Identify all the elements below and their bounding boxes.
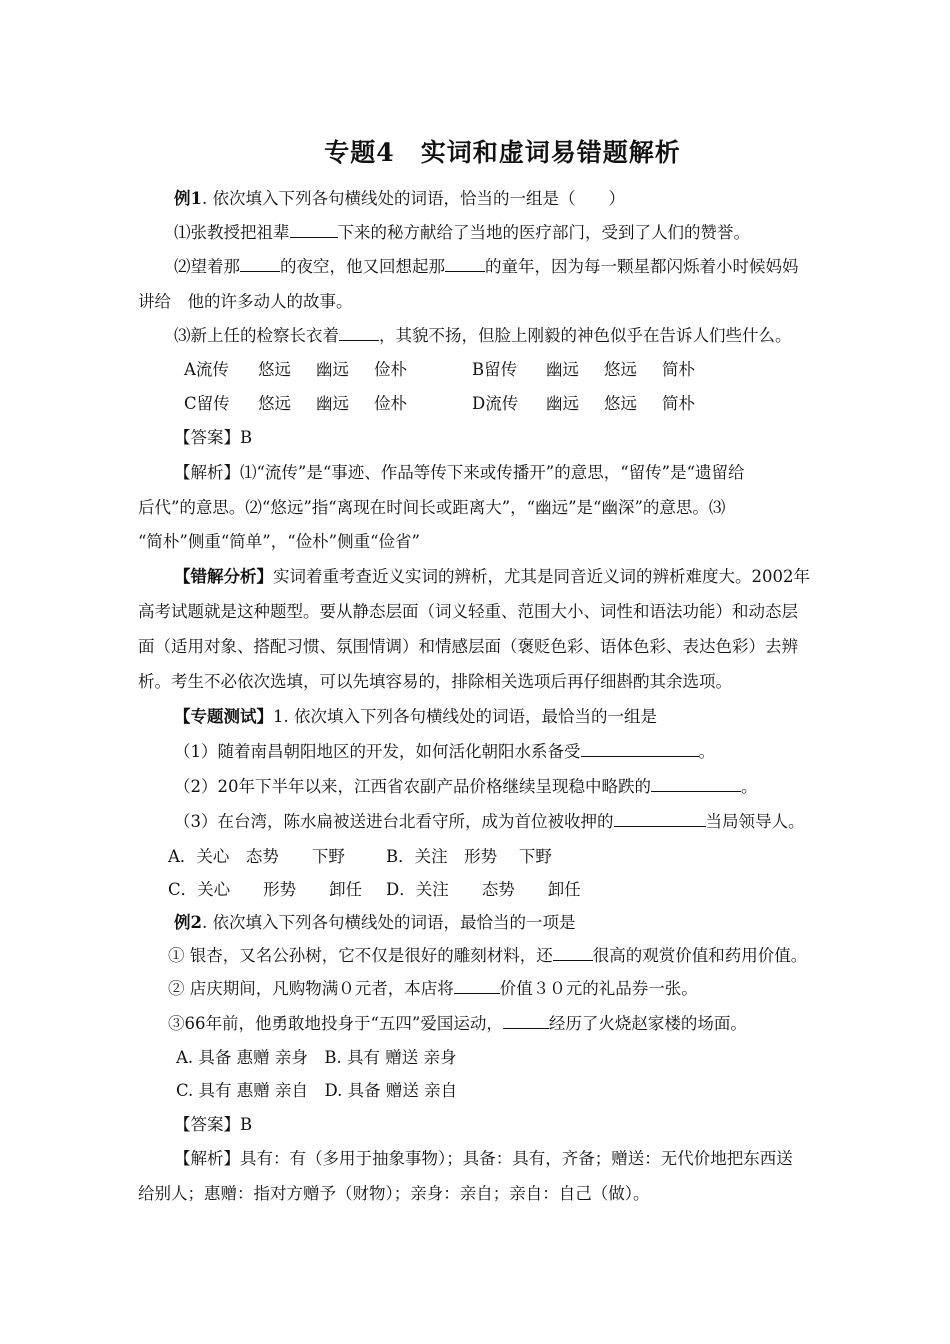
option-word: C留传 — [184, 394, 230, 413]
option-word: 简朴 — [662, 360, 695, 379]
blank-line — [553, 946, 593, 961]
example1-explanation — [174, 462, 745, 484]
sentence-text: ① 银杏，又名公孙树，它不仅是很好的雕刻材料，还 — [168, 946, 553, 965]
explanation-text: 具有：有（多用于抽象事物）；具备：具有，齐备；赠送：无代价地把东西送 — [240, 1149, 793, 1168]
blank-line — [503, 1014, 549, 1029]
test-option-a: A．关心 态势 下野 — [168, 847, 345, 866]
example1-option-c — [184, 393, 407, 415]
option-word: 悠远 — [604, 360, 637, 379]
test-option-d: D．关注 态势 卸任 — [386, 880, 581, 899]
option-word: 幽远 — [546, 360, 579, 379]
sentence-text: 。 — [741, 777, 758, 796]
error-analysis-line4: 析。考生不必依次选填，可以先填容易的，排除相关选项后再仔细斟酌其余选项。 — [138, 672, 732, 691]
sentence-text: ⑴张教授把祖辈 — [174, 223, 290, 242]
test-tag: 【专题测试】 — [174, 707, 273, 726]
test-option-b: B．关注 形势 下野 — [386, 847, 552, 866]
error-analysis-line2: 高考试题就是这种题型。要从静态层面（词义轻重、范围大小、词性和语法功能）和动态层 — [138, 602, 798, 621]
example2-options-ab: A. 具备 惠赠 亲身 B. 具有 赠送 亲身 — [176, 1048, 457, 1067]
option-word: 简朴 — [662, 394, 695, 413]
example1-explanation-line3: “简朴”侧重“简单”，“俭朴”侧重“俭省” — [138, 532, 420, 551]
example2-explanation-line2: 给别人；惠赠：指对方赠予（财物）；亲身：亲自；亲自：自己（做）。 — [138, 1184, 650, 1203]
option-word: 幽远 — [546, 394, 579, 413]
example2-answer: 【答案】B — [174, 1115, 253, 1134]
sentence-text: ③66年前，他勇敢地投身于“五四”爱国运动， — [168, 1014, 503, 1033]
test-question — [174, 706, 657, 728]
explanation-tag: 【解析】 — [174, 463, 240, 482]
example1-question — [174, 188, 625, 210]
blank-line — [290, 223, 338, 238]
option-word: D流传 — [472, 394, 519, 413]
sentence-text: ⑶新上任的检察长衣着 — [174, 326, 339, 345]
example2-sentence-2 — [168, 978, 698, 1000]
example1-sentence-2-cont: 讲给 他的许多动人的故事。 — [138, 292, 353, 311]
option-word: 悠远 — [258, 394, 291, 413]
blank-line — [614, 812, 706, 827]
test-question-text: 1. 依次填入下列各句横线处的词语，最恰当的一组是 — [273, 707, 657, 726]
example2-question-text: . 依次填入下列各句横线处的词语，最恰当的一项是 — [201, 913, 576, 932]
option-word: 悠远 — [258, 360, 291, 379]
page-title: 专题4 实词和虚词易错题解析 — [324, 138, 681, 167]
explanation-tag: 【解析】 — [174, 1149, 240, 1168]
blank-line — [454, 979, 500, 994]
blank-line — [581, 742, 699, 757]
example1-answer: 【答案】B — [174, 428, 253, 447]
option-word: 俭朴 — [374, 394, 407, 413]
example1-sentence-1 — [174, 222, 750, 244]
example1-option-a — [184, 359, 407, 381]
sentence-text: 经历了火烧赵家楼的场面。 — [548, 1014, 747, 1033]
option-word: 幽远 — [316, 394, 349, 413]
sentence-text: ，其貌不扬，但脸上刚毅的神色似乎在告诉人们些什么。 — [379, 326, 792, 345]
blank-line — [339, 326, 379, 341]
example1-option-d — [472, 393, 695, 415]
option-word: 悠远 — [604, 394, 637, 413]
test-sentence-3 — [174, 811, 805, 833]
example2-sentence-3 — [168, 1013, 747, 1035]
example2-question — [174, 912, 575, 934]
example1-explanation-line2: 后代”的意思。⑵“悠远”指“离现在时间长或距离大”，“幽远”是“幽深”的意思。⑶ — [138, 498, 726, 517]
test-sentence-2 — [174, 776, 758, 798]
sentence-text: ⑵望着那 — [174, 257, 240, 276]
sentence-text: （2）20年下半年以来，江西省农副产品价格继续呈现稳中略跌的 — [174, 777, 651, 796]
example1-label: 例1 — [174, 189, 202, 208]
error-analysis-line3: 面（适用对象、搭配习惯、氛围情调）和情感层面（褒贬色彩、语体色彩、表达色彩）去辨 — [138, 637, 798, 656]
option-word: 俭朴 — [374, 360, 407, 379]
option-word: 幽远 — [316, 360, 349, 379]
blank-line — [445, 257, 485, 272]
sentence-text: 很高的观赏价值和药用价值。 — [592, 946, 808, 965]
test-sentence-1 — [174, 741, 715, 763]
example2-sentence-1 — [168, 945, 807, 967]
error-analysis — [174, 566, 810, 588]
test-option-c: C．关心 形势 卸任 — [168, 880, 363, 899]
sentence-text: 的夜空，他又回想起那 — [280, 257, 445, 276]
example1-sentence-2 — [174, 256, 799, 278]
option-word: A流传 — [184, 360, 229, 379]
error-analysis-text: 实词着重考查近义实词的辨析，尤其是同音近义词的辨析难度大。2002年 — [273, 567, 810, 586]
sentence-text: ② 店庆期间，凡购物满０元者，本店将 — [168, 979, 454, 998]
blank-line — [651, 777, 741, 792]
example2-options-cd: C. 具有 惠赠 亲自 D. 具备 赠送 亲自 — [176, 1081, 458, 1100]
sentence-text: 价值３０元的礼品券一张。 — [499, 979, 698, 998]
example1-question-text: . 依次填入下列各句横线处的词语，恰当的一组是（ ） — [201, 189, 625, 208]
blank-line — [240, 257, 280, 272]
sentence-text: 的童年，因为每一颗星都闪烁着小时候妈妈 — [485, 257, 799, 276]
sentence-text: （3）在台湾，陈水扁被送进台北看守所，成为首位被收押的 — [174, 812, 614, 831]
explanation-text: ⑴“流传”是“事迹、作品等传下来或传播开”的意思，“留传”是“遗留给 — [240, 463, 745, 482]
sentence-text: 当局领导人。 — [705, 812, 805, 831]
example2-label: 例2 — [174, 913, 202, 932]
option-word: B留传 — [472, 360, 518, 379]
error-analysis-tag: 【错解分析】 — [174, 567, 273, 586]
sentence-text: 下来的秘方献给了当地的医疗部门，受到了人们的赞誉。 — [337, 223, 750, 242]
sentence-text: （1）随着南昌朝阳地区的开发，如何活化朝阳水系备受 — [174, 742, 581, 761]
example1-sentence-3 — [174, 325, 792, 347]
sentence-text: 。 — [698, 742, 715, 761]
example2-explanation — [174, 1148, 793, 1170]
example1-option-b — [472, 359, 695, 381]
